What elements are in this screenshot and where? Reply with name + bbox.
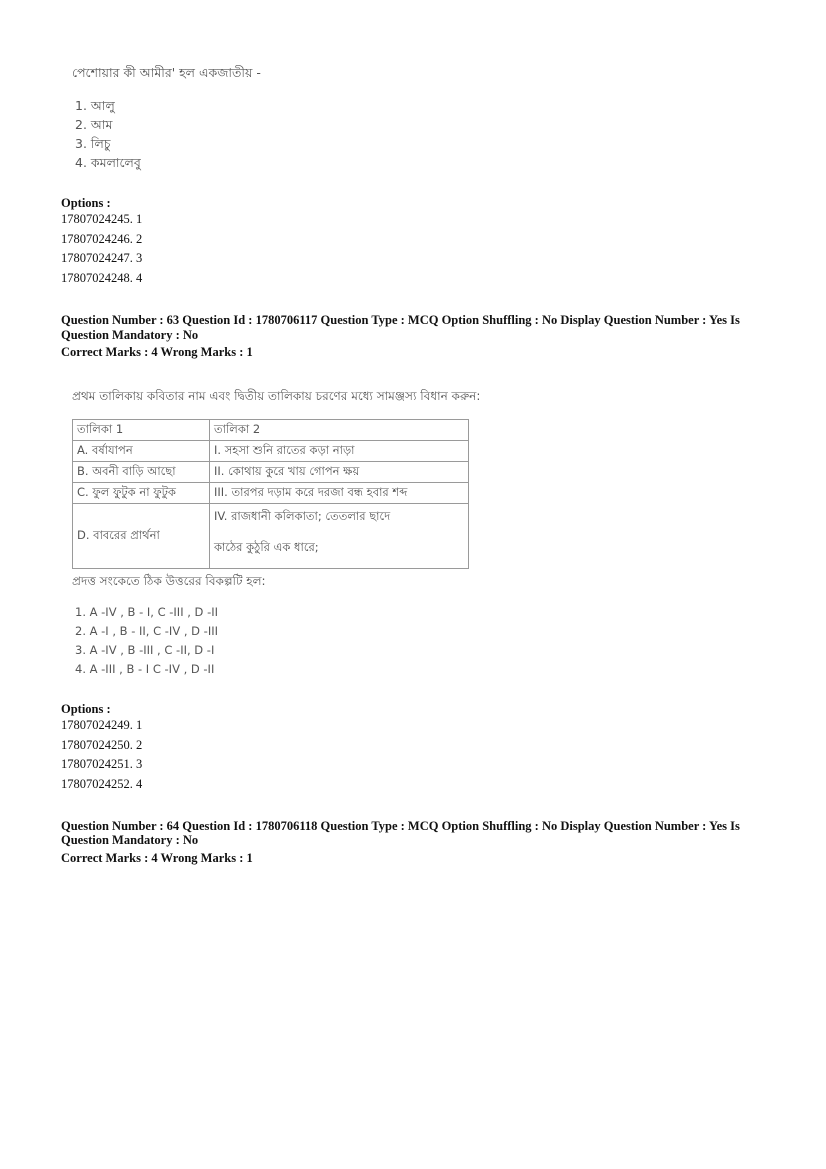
table-row	[73, 441, 469, 462]
option-item: 17807024251. 3	[61, 757, 143, 771]
answer-item: 3. লিচু	[75, 136, 111, 151]
table-row	[73, 462, 469, 483]
option-item: 17807024245. 1	[61, 212, 143, 226]
table-cell-line: IV. রাজধানী কলিকাতা; তেতলার ছাদে	[214, 509, 391, 523]
question-mandatory: Question Mandatory : No	[61, 833, 199, 847]
match-table	[72, 419, 469, 569]
answer-item: 1. A -IV , B - I, C -III , D -II	[75, 605, 218, 619]
answer-item: 2. আম	[75, 117, 113, 132]
table-cell: D. বাবরের প্রার্থনা	[73, 504, 210, 569]
option-item: 17807024247. 3	[61, 251, 143, 265]
answer-item: 4. A -III , B - I C -IV , D -II	[75, 662, 215, 676]
table-cell: II. কোথায় কুরে খায় গোপন ক্ষয়	[210, 462, 469, 483]
answer-list	[75, 603, 218, 679]
question-marks: Correct Marks : 4 Wrong Marks : 1	[61, 851, 253, 865]
option-list	[61, 210, 142, 288]
question-mandatory: Question Mandatory : No	[61, 328, 199, 342]
table-row	[73, 483, 469, 504]
option-item: 17807024250. 2	[61, 737, 143, 752]
table-cell: A. বর্ষাযাপন	[73, 441, 210, 462]
answer-item: 1. আলু	[75, 98, 115, 113]
table-header-row	[73, 420, 469, 441]
answer-item: 2. A -I , B - II, C -IV , D -III	[75, 624, 218, 638]
question-stem: প্রথম তালিকায় কবিতার নাম এবং দ্বিতীয় তালিকায় চরণের মধ্যে সামঞ্জস্য বিধান করুন:	[72, 389, 481, 403]
answer-item: 4. কমলালেবু	[75, 155, 141, 170]
table-cell: III. তারপর দড়াম করে দরজা বন্ধ হবার শব্দ	[210, 483, 469, 504]
table-cell	[210, 504, 469, 569]
question-header-line: Question Number : 64 Question Id : 1780706118 Question Type : MCQ Option Shuffling : No Display Question Number : Yes Is	[61, 819, 740, 833]
table-header-cell: তালিকা 2	[210, 420, 469, 441]
question-marks: Correct Marks : 4 Wrong Marks : 1	[61, 345, 253, 359]
question-prompt: প্রদত্ত সংকেতে ঠিক উত্তরের বিকল্পটি হল:	[72, 574, 266, 588]
question-header-line: Question Number : 63 Question Id : 1780706117 Question Type : MCQ Option Shuffling : No Display Question Number : Yes Is	[61, 313, 740, 327]
answer-list	[75, 96, 141, 172]
table-cell: C. ফুল ফুটুক না ফুটুক	[73, 483, 210, 504]
table-row	[73, 504, 469, 569]
option-item: 17807024246. 2	[61, 231, 143, 246]
table-cell-line: কাঠের কুঠুরি এক ধারে;	[214, 540, 319, 554]
table-header-cell: তালিকা 1	[73, 420, 210, 441]
option-item: 17807024252. 4	[61, 776, 143, 791]
question-stem: পেশোয়ার কী আমীর' হল একজাতীয় -	[72, 65, 261, 80]
options-label: Options :	[61, 196, 111, 210]
table-cell: B. অবনী বাড়ি আছো	[73, 462, 210, 483]
option-item: 17807024248. 4	[61, 270, 143, 285]
option-item: 17807024249. 1	[61, 718, 143, 732]
table-cell: I. সহসা শুনি রাতের কড়া নাড়া	[210, 441, 469, 462]
options-label: Options :	[61, 702, 111, 716]
answer-item: 3. A -IV , B -III , C -II, D -I	[75, 643, 215, 657]
option-list	[61, 716, 142, 794]
